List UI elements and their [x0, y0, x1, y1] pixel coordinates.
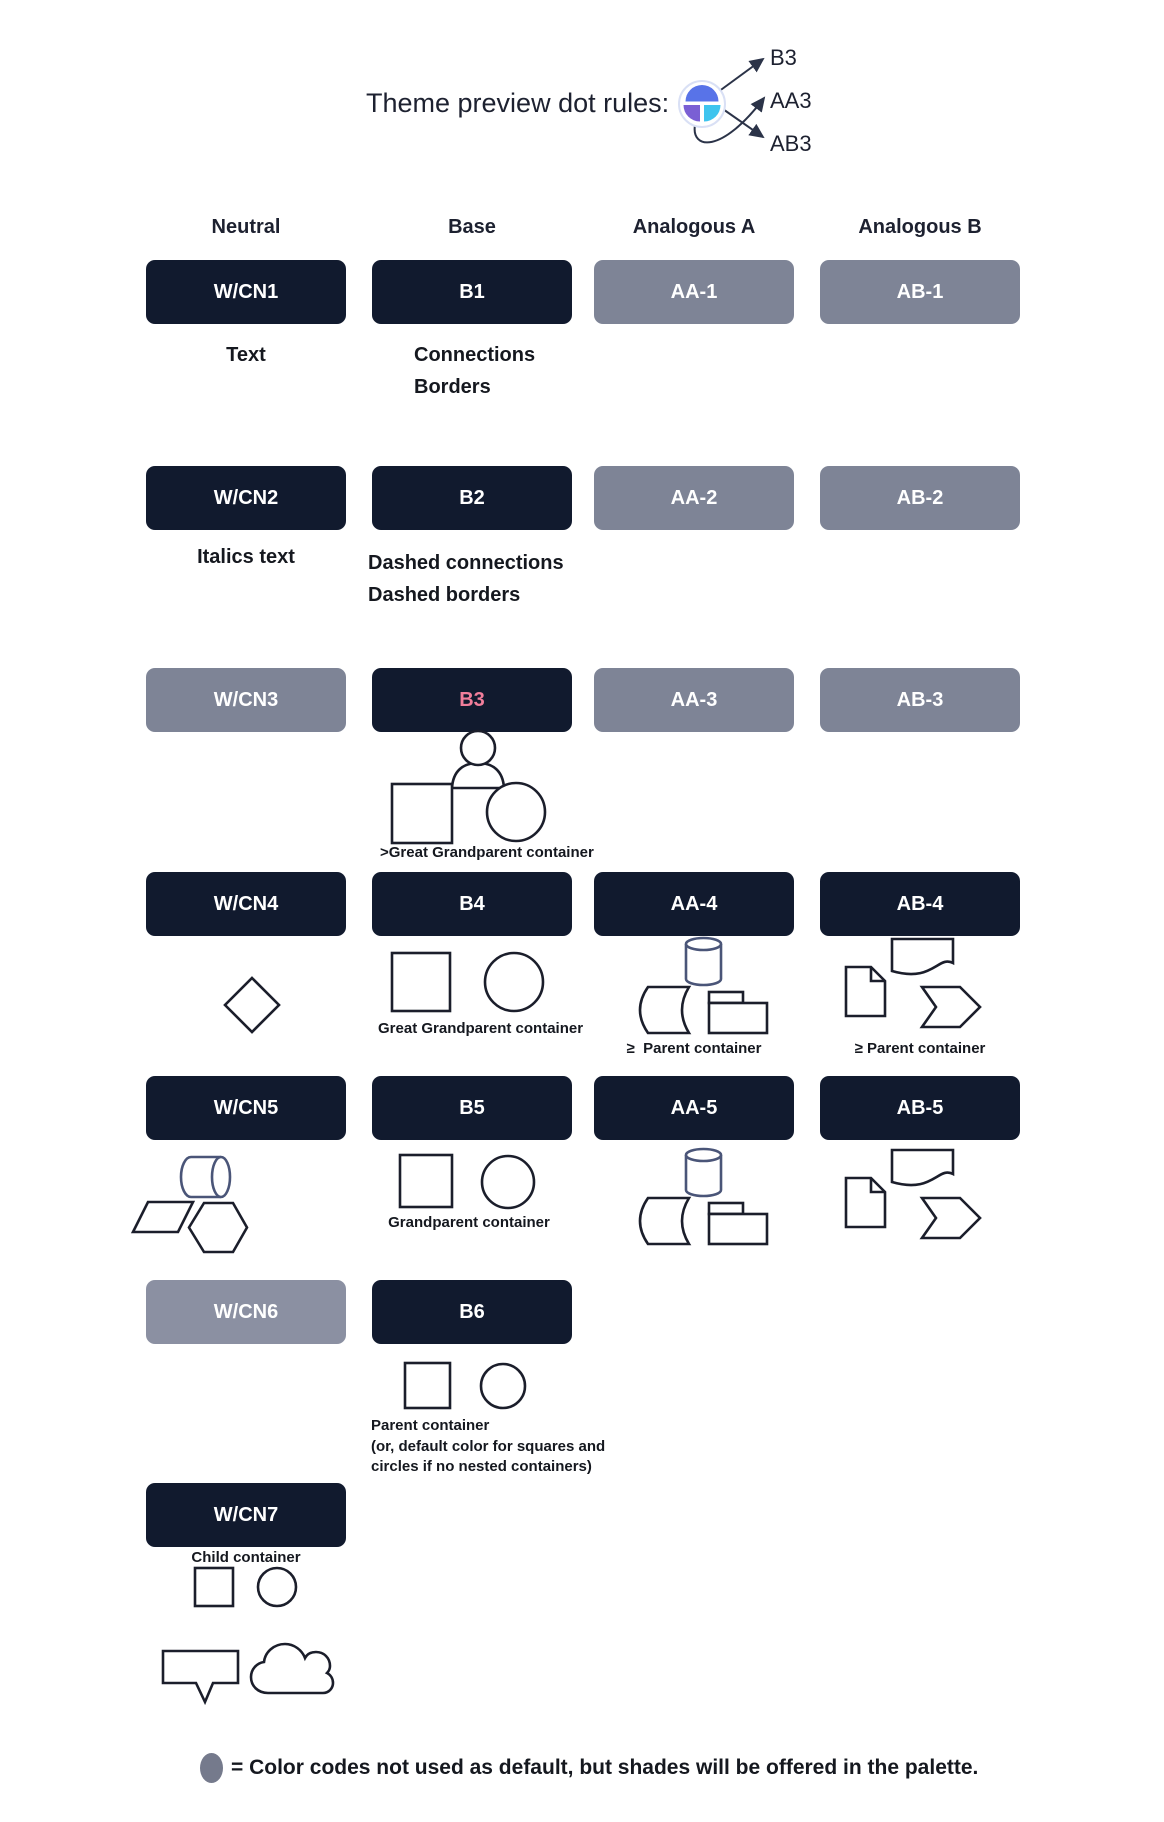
swatch-wcn6: W/CN6: [146, 1280, 346, 1344]
square-shape: [392, 784, 452, 843]
aa4-shape-group: [628, 933, 773, 1038]
arrow-to-ab3: [720, 107, 763, 137]
swatch-wcn7: W/CN7: [146, 1483, 346, 1547]
caption-child-container: Child container: [191, 1549, 301, 1566]
chevron-ribbon-icon: [922, 1198, 980, 1238]
swatch-b6: B6: [372, 1280, 572, 1344]
person-icon: [452, 763, 504, 788]
circle-shape: [482, 1156, 534, 1208]
square-shape: [400, 1155, 452, 1207]
legend-text: = Color codes not used as default, but shades will be offered in the palette.: [231, 1756, 979, 1779]
speech-bubble-icon: [163, 1651, 238, 1702]
caption-dashed-borders: Dashed borders: [368, 584, 521, 606]
swatch-ab2: AB-2: [820, 466, 1020, 530]
wcn7-extra-shape-group: [158, 1638, 343, 1708]
b6-shape-group: [400, 1358, 535, 1414]
document-icon: [846, 1178, 885, 1227]
swatch-aa4: AA-4: [594, 872, 794, 936]
caption-parent-line3: circles if no nested containers): [371, 1458, 592, 1475]
database-cylinder-top: [686, 938, 721, 950]
swatch-ab3: AB-3: [820, 668, 1020, 732]
swatch-wcn4: W/CN4: [146, 872, 346, 936]
horizontal-cylinder-end: [212, 1157, 230, 1197]
square-shape: [405, 1363, 450, 1408]
caption-grandparent: Grandparent container: [388, 1214, 550, 1231]
caption-italics-text: Italics text: [197, 546, 295, 568]
stored-data-icon: [640, 987, 689, 1033]
b5-shape-group: [395, 1150, 545, 1215]
circle-shape: [481, 1364, 525, 1408]
swatch-b2: B2: [372, 466, 572, 530]
caption-parent-line2: (or, default color for squares and: [371, 1438, 606, 1455]
swatch-aa2: AA-2: [594, 466, 794, 530]
square-shape: [195, 1568, 233, 1606]
swatch-ab1: AB-1: [820, 260, 1020, 324]
circle-shape: [258, 1568, 296, 1606]
circle-shape: [487, 783, 545, 841]
swatch-b4: B4: [372, 872, 572, 936]
swatch-ab4: AB-4: [820, 872, 1020, 936]
stored-data-icon: [640, 1198, 689, 1244]
swatch-wcn5: W/CN5: [146, 1076, 346, 1140]
dot-label-ab3: AB3: [770, 131, 812, 156]
caption-dashed-connections: Dashed connections: [368, 552, 564, 574]
theme-preview-dot: [615, 25, 855, 165]
legend-dot: [200, 1753, 223, 1783]
chevron-ribbon-icon: [922, 987, 980, 1027]
column-header-base: Base: [448, 216, 496, 238]
swatch-b1: B1: [372, 260, 572, 324]
folder-body: [709, 1214, 767, 1244]
wavy-document-icon: [892, 939, 953, 974]
parallelogram-icon: [133, 1202, 193, 1232]
folder-body: [709, 1003, 767, 1033]
caption-great-grandparent-gt: >Great Grandparent container: [380, 844, 594, 861]
column-header-analogous-a: Analogous A: [632, 216, 756, 238]
swatch-aa5: AA-5: [594, 1076, 794, 1140]
wavy-document-icon: [892, 1150, 953, 1185]
caption-aa-parent: ≥ Parent container: [626, 1040, 762, 1057]
wcn4-shape-group: [220, 973, 284, 1037]
swatch-wcn1: W/CN1: [146, 260, 346, 324]
swatch-wcn3: W/CN3: [146, 668, 346, 732]
swatch-ab5: AB-5: [820, 1076, 1020, 1140]
database-cylinder-top: [686, 1149, 721, 1161]
b3-shape-group: [380, 725, 560, 855]
ab4-shape-group: [840, 933, 1000, 1033]
cloud-icon: [251, 1644, 333, 1693]
document-icon: [846, 967, 885, 1016]
caption-connections: Connections: [414, 344, 536, 366]
arrow-to-b3: [718, 59, 763, 92]
folder-tab-icon: [709, 1203, 743, 1214]
swatch-wcn2: W/CN2: [146, 466, 346, 530]
diamond-shape: [225, 978, 279, 1032]
caption-ab-parent: ≥ Parent container: [854, 1040, 986, 1057]
ab5-shape-group: [840, 1144, 1000, 1244]
caption-parent-line1: Parent container: [371, 1417, 490, 1434]
swatch-aa1: AA-1: [594, 260, 794, 324]
caption-text: Text: [226, 344, 266, 366]
swatch-b3: B3: [372, 668, 572, 732]
folder-tab-icon: [709, 992, 743, 1003]
dot-label-aa3: AA3: [770, 88, 812, 113]
caption-great-grandparent: Great Grandparent container: [378, 1020, 584, 1037]
circle-shape: [485, 953, 543, 1011]
b4-shape-group: [385, 946, 555, 1021]
column-header-neutral: Neutral: [211, 216, 281, 238]
wcn7-shape-group: [190, 1563, 305, 1613]
dot-label-b3: B3: [770, 45, 797, 70]
person-head: [461, 731, 495, 765]
column-header-analogous-b: Analogous B: [858, 216, 982, 238]
page-title: Theme preview dot rules:: [366, 88, 670, 118]
caption-borders: Borders: [414, 376, 491, 398]
swatch-b5: B5: [372, 1076, 572, 1140]
square-shape: [392, 953, 450, 1011]
wcn5-shape-group: [125, 1148, 255, 1258]
hexagon-icon: [189, 1203, 247, 1252]
aa5-shape-group: [628, 1144, 773, 1249]
swatch-aa3: AA-3: [594, 668, 794, 732]
